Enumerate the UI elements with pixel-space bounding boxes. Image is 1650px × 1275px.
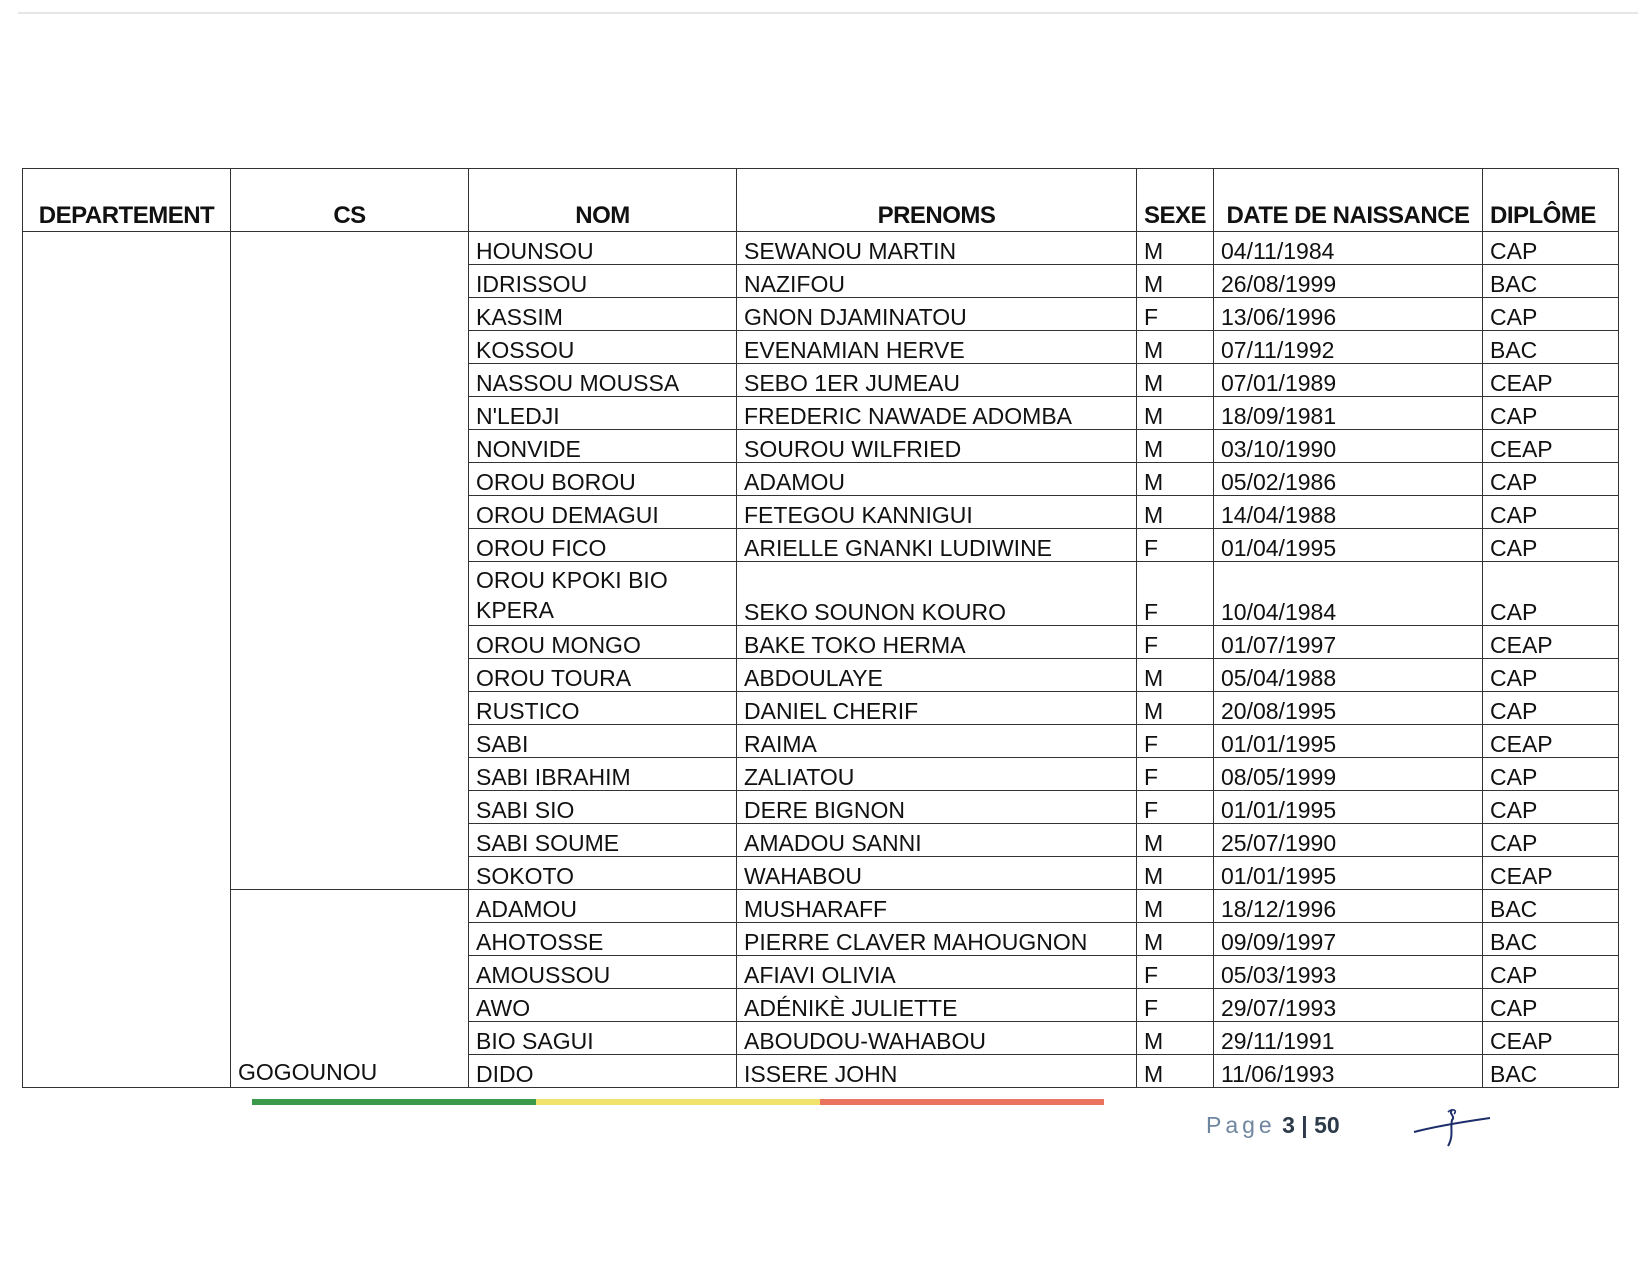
- cell-diplome: CAP: [1483, 758, 1619, 791]
- cell-nom: RUSTICO: [469, 692, 737, 725]
- cell-nom: NASSOU MOUSSA: [469, 364, 737, 397]
- cell-prenoms: RAIMA: [737, 725, 1137, 758]
- cell-nom: KOSSOU: [469, 331, 737, 364]
- cell-nom: NONVIDE: [469, 430, 737, 463]
- cell-diplome: CEAP: [1483, 857, 1619, 890]
- cell-diplome: CEAP: [1483, 626, 1619, 659]
- cell-sexe: M: [1137, 463, 1214, 496]
- cell-nom: HOUNSOU: [469, 232, 737, 265]
- cell-nom: OROU FICO: [469, 529, 737, 562]
- cell-sexe: M: [1137, 692, 1214, 725]
- cell-sexe: F: [1137, 298, 1214, 331]
- cell-nom: OROU MONGO: [469, 626, 737, 659]
- cell-prenoms: FETEGOU KANNIGUI: [737, 496, 1137, 529]
- cell-date-naissance: 07/11/1992: [1214, 331, 1483, 364]
- cell-diplome: CAP: [1483, 397, 1619, 430]
- cell-date-naissance: 05/03/1993: [1214, 956, 1483, 989]
- cell-diplome: CEAP: [1483, 1022, 1619, 1055]
- cell-prenoms: SEKO SOUNON KOURO: [737, 562, 1137, 626]
- cell-nom: N'LEDJI: [469, 397, 737, 430]
- header-diplome: DIPLÔME: [1483, 169, 1619, 232]
- cell-diplome: CAP: [1483, 659, 1619, 692]
- cell-diplome: CAP: [1483, 529, 1619, 562]
- header-prenoms: PRENOMS: [737, 169, 1137, 232]
- cell-diplome: CEAP: [1483, 725, 1619, 758]
- cell-prenoms: MUSHARAFF: [737, 890, 1137, 923]
- cell-nom: SABI SIO: [469, 791, 737, 824]
- table-row: [23, 232, 1619, 265]
- cell-nom: SOKOTO: [469, 857, 737, 890]
- cell-prenoms: ADAMOU: [737, 463, 1137, 496]
- cell-prenoms: ABOUDOU-WAHABOU: [737, 1022, 1137, 1055]
- cell-sexe: M: [1137, 265, 1214, 298]
- cell-nom: BIO SAGUI: [469, 1022, 737, 1055]
- cell-sexe: F: [1137, 529, 1214, 562]
- cell-date-naissance: 25/07/1990: [1214, 824, 1483, 857]
- cell-nom: KASSIM: [469, 298, 737, 331]
- cell-cs: GOGOUNOU: [231, 890, 469, 1088]
- cell-sexe: M: [1137, 1055, 1214, 1088]
- cell-prenoms: DERE BIGNON: [737, 791, 1137, 824]
- cell-sexe: M: [1137, 1022, 1214, 1055]
- roster-body: [23, 232, 1619, 1088]
- cell-prenoms: SEWANOU MARTIN: [737, 232, 1137, 265]
- cell-diplome: CAP: [1483, 298, 1619, 331]
- cell-diplome: BAC: [1483, 331, 1619, 364]
- cell-sexe: M: [1137, 364, 1214, 397]
- cell-date-naissance: 14/04/1988: [1214, 496, 1483, 529]
- cell-diplome: BAC: [1483, 923, 1619, 956]
- cell-prenoms: EVENAMIAN HERVE: [737, 331, 1137, 364]
- cell-date-naissance: 07/01/1989: [1214, 364, 1483, 397]
- cell-sexe: F: [1137, 758, 1214, 791]
- cell-nom: AMOUSSOU: [469, 956, 737, 989]
- cell-sexe: F: [1137, 791, 1214, 824]
- cell-prenoms: ISSERE JOHN: [737, 1055, 1137, 1088]
- cell-prenoms: FREDERIC NAWADE ADOMBA: [737, 397, 1137, 430]
- cell-diplome: CAP: [1483, 496, 1619, 529]
- cell-date-naissance: 29/11/1991: [1214, 1022, 1483, 1055]
- cell-sexe: M: [1137, 824, 1214, 857]
- cell-prenoms: WAHABOU: [737, 857, 1137, 890]
- cell-nom: OROU DEMAGUI: [469, 496, 737, 529]
- cell-date-naissance: 05/04/1988: [1214, 659, 1483, 692]
- header-row: [23, 169, 1619, 232]
- cell-date-naissance: 20/08/1995: [1214, 692, 1483, 725]
- cell-date-naissance: 01/01/1995: [1214, 791, 1483, 824]
- cell-prenoms: SOUROU WILFRIED: [737, 430, 1137, 463]
- cell-sexe: M: [1137, 397, 1214, 430]
- cell-diplome: CAP: [1483, 956, 1619, 989]
- cell-date-naissance: 13/06/1996: [1214, 298, 1483, 331]
- cell-diplome: CAP: [1483, 232, 1619, 265]
- cell-prenoms: ARIELLE GNANKI LUDIWINE: [737, 529, 1137, 562]
- cell-sexe: M: [1137, 890, 1214, 923]
- header-sexe: SEXE: [1137, 169, 1214, 232]
- cell-date-naissance: 26/08/1999: [1214, 265, 1483, 298]
- cell-prenoms: ZALIATOU: [737, 758, 1137, 791]
- cell-prenoms: AMADOU SANNI: [737, 824, 1137, 857]
- cell-nom: SABI: [469, 725, 737, 758]
- page-current: 3: [1282, 1112, 1295, 1138]
- page-total: 50: [1314, 1112, 1340, 1138]
- cell-sexe: F: [1137, 626, 1214, 659]
- roster-table: [22, 168, 1619, 1088]
- cell-date-naissance: 05/02/1986: [1214, 463, 1483, 496]
- cell-date-naissance: 08/05/1999: [1214, 758, 1483, 791]
- cell-sexe: F: [1137, 989, 1214, 1022]
- cell-nom: SABI IBRAHIM: [469, 758, 737, 791]
- header-cs: CS: [231, 169, 469, 232]
- cell-date-naissance: 04/11/1984: [1214, 232, 1483, 265]
- cell-nom: AWO: [469, 989, 737, 1022]
- cell-sexe: M: [1137, 232, 1214, 265]
- cell-nom: DIDO: [469, 1055, 737, 1088]
- cell-sexe: M: [1137, 923, 1214, 956]
- cell-prenoms: BAKE TOKO HERMA: [737, 626, 1137, 659]
- cell-sexe: M: [1137, 496, 1214, 529]
- cell-sexe: F: [1137, 562, 1214, 626]
- cell-sexe: M: [1137, 857, 1214, 890]
- header-nom: NOM: [469, 169, 737, 232]
- cell-date-naissance: 29/07/1993: [1214, 989, 1483, 1022]
- cell-departement: [23, 232, 231, 1088]
- cell-date-naissance: 11/06/1993: [1214, 1055, 1483, 1088]
- cell-date-naissance: 10/04/1984: [1214, 562, 1483, 626]
- header-departement: DEPARTEMENT: [23, 169, 231, 232]
- cell-date-naissance: 01/01/1995: [1214, 857, 1483, 890]
- signature-mark: [1412, 1100, 1492, 1150]
- cell-diplome: CAP: [1483, 989, 1619, 1022]
- cell-diplome: BAC: [1483, 265, 1619, 298]
- cell-diplome: CAP: [1483, 562, 1619, 626]
- cell-diplome: BAC: [1483, 890, 1619, 923]
- cell-prenoms: SEBO 1ER JUMEAU: [737, 364, 1137, 397]
- cell-date-naissance: 01/04/1995: [1214, 529, 1483, 562]
- footer-bar-green: [252, 1099, 536, 1105]
- cell-sexe: M: [1137, 331, 1214, 364]
- cell-nom: ADAMOU: [469, 890, 737, 923]
- cell-prenoms: DANIEL CHERIF: [737, 692, 1137, 725]
- cell-cs: [231, 232, 469, 890]
- cell-prenoms: AFIAVI OLIVIA: [737, 956, 1137, 989]
- cell-date-naissance: 03/10/1990: [1214, 430, 1483, 463]
- cell-prenoms: GNON DJAMINATOU: [737, 298, 1137, 331]
- footer-bar-yellow: [536, 1099, 820, 1105]
- cell-diplome: CAP: [1483, 791, 1619, 824]
- cell-nom: OROU TOURA: [469, 659, 737, 692]
- page-separator: |: [1301, 1112, 1308, 1138]
- cell-nom: AHOTOSSE: [469, 923, 737, 956]
- cell-prenoms: ADÉNIKÈ JULIETTE: [737, 989, 1137, 1022]
- cell-date-naissance: 18/12/1996: [1214, 890, 1483, 923]
- header-date-naissance: DATE DE NAISSANCE: [1214, 169, 1483, 232]
- cell-sexe: M: [1137, 659, 1214, 692]
- cell-nom: OROU BOROU: [469, 463, 737, 496]
- cell-diplome: CEAP: [1483, 364, 1619, 397]
- page-number: [1206, 1112, 1340, 1139]
- cell-date-naissance: 01/01/1995: [1214, 725, 1483, 758]
- cell-prenoms: ABDOULAYE: [737, 659, 1137, 692]
- cell-date-naissance: 09/09/1997: [1214, 923, 1483, 956]
- cell-diplome: CAP: [1483, 692, 1619, 725]
- cell-nom: OROU KPOKI BIO KPERA: [469, 562, 737, 626]
- cell-prenoms: NAZIFOU: [737, 265, 1137, 298]
- cell-diplome: BAC: [1483, 1055, 1619, 1088]
- cell-nom: IDRISSOU: [469, 265, 737, 298]
- top-rule: [18, 12, 1638, 14]
- cell-diplome: CAP: [1483, 463, 1619, 496]
- cell-sexe: F: [1137, 956, 1214, 989]
- footer-bar-red: [820, 1099, 1104, 1105]
- cell-prenoms: PIERRE CLAVER MAHOUGNON: [737, 923, 1137, 956]
- cell-date-naissance: 18/09/1981: [1214, 397, 1483, 430]
- cell-sexe: M: [1137, 430, 1214, 463]
- cell-nom: SABI SOUME: [469, 824, 737, 857]
- table-row: [23, 890, 1619, 923]
- cell-date-naissance: 01/07/1997: [1214, 626, 1483, 659]
- cell-diplome: CAP: [1483, 824, 1619, 857]
- page-word: Page: [1206, 1112, 1276, 1138]
- cell-sexe: F: [1137, 725, 1214, 758]
- cell-diplome: CEAP: [1483, 430, 1619, 463]
